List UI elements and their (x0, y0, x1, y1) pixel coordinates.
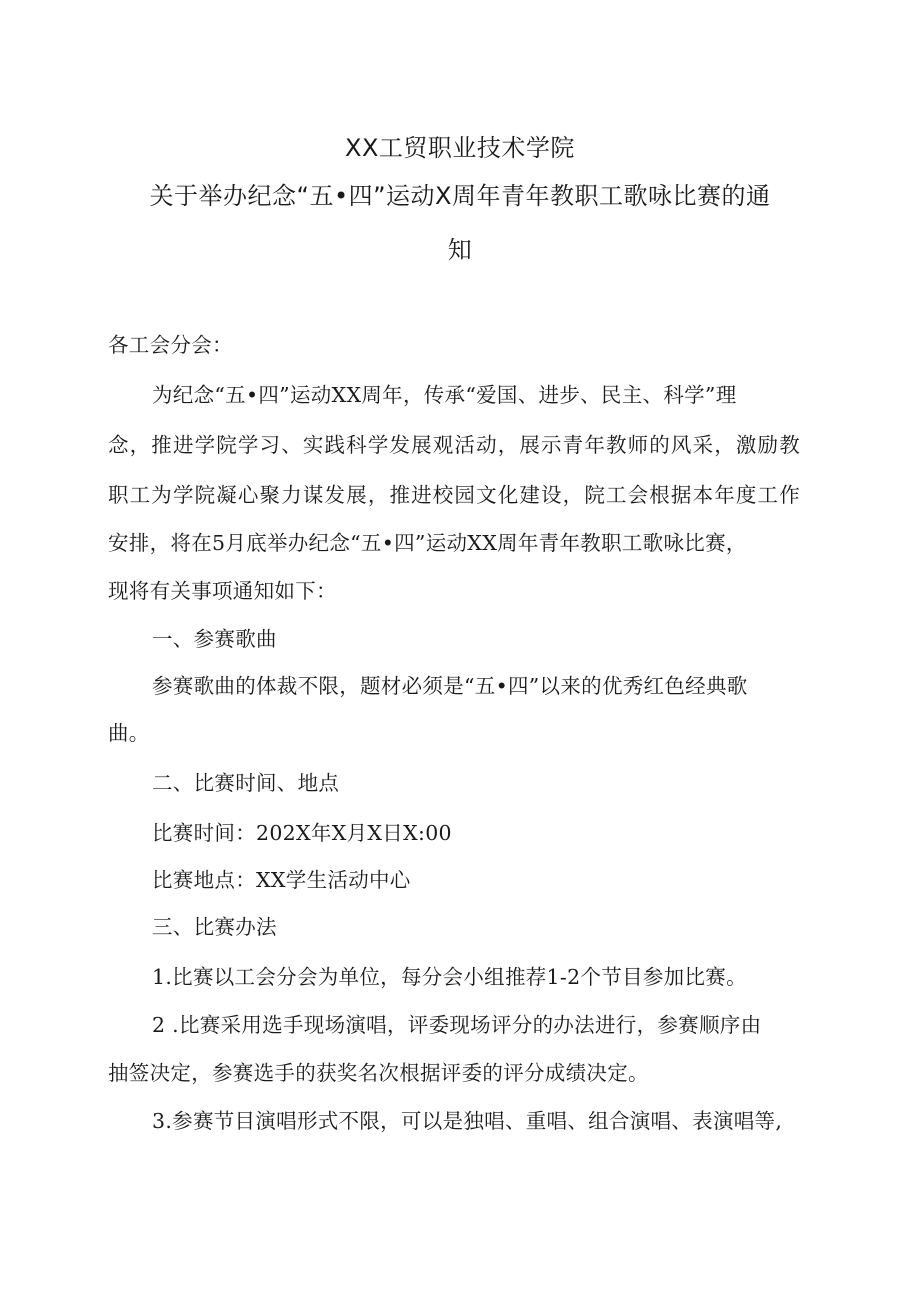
section-1-heading: 一、参赛歌曲 (152, 627, 277, 651)
notice-title-line-2: 知 (447, 236, 473, 264)
section-1-line-2: 曲。 (108, 721, 150, 745)
competition-time: 比赛时间：202X年X月X日X:00 (152, 821, 452, 845)
intro-line-3: 职工为学院凝心聚力谋发展，推进校园文化建设，院工会根据本年度工作 (108, 483, 800, 507)
rule-item-3: 3.参赛节目演唱形式不限，可以是独唱、重唱、组合演唱、表演唱等, (152, 1109, 783, 1133)
salutation: 各工会分会： (108, 333, 233, 357)
intro-line-4: 安排，将在5月底举办纪念“五•四”运动XX周年青年教职工歌咏比赛， (108, 531, 747, 555)
section-3-heading: 三、比赛办法 (152, 915, 277, 939)
section-2-heading: 二、比赛时间、地点 (152, 771, 340, 795)
intro-line-2: 念，推进学院学习、实践科学发展观活动，展示青年教师的风采，激励教 (108, 433, 800, 457)
competition-place: 比赛地点：XX学生活动中心 (152, 868, 411, 892)
intro-line-5: 现将有关事项通知如下： (108, 579, 337, 603)
intro-line-1: 为纪念“五•四”运动XX周年，传承“爱国、进步、民主、科学”理 (152, 383, 737, 407)
rule-item-2-line-2: 抽签决定，参赛选手的获奖名次根据评委的评分成绩决定。 (108, 1061, 649, 1085)
notice-title-line-1: 关于举办纪念“五•四”运动X周年青年教职工歌咏比赛的通 (149, 182, 771, 210)
rule-item-2-line-1: 2 .比赛采用选手现场演唱，评委现场评分的办法进行，参赛顺序由 (152, 1013, 762, 1037)
school-name: XX工贸职业技术学院 (345, 134, 575, 162)
rule-item-1: 1.比赛以工会分会为单位，每分会小组推荐1-2个节目参加比赛。 (152, 965, 747, 989)
section-1-line-1: 参赛歌曲的体裁不限，题材必须是“五•四”以来的优秀红色经典歌 (152, 674, 748, 698)
